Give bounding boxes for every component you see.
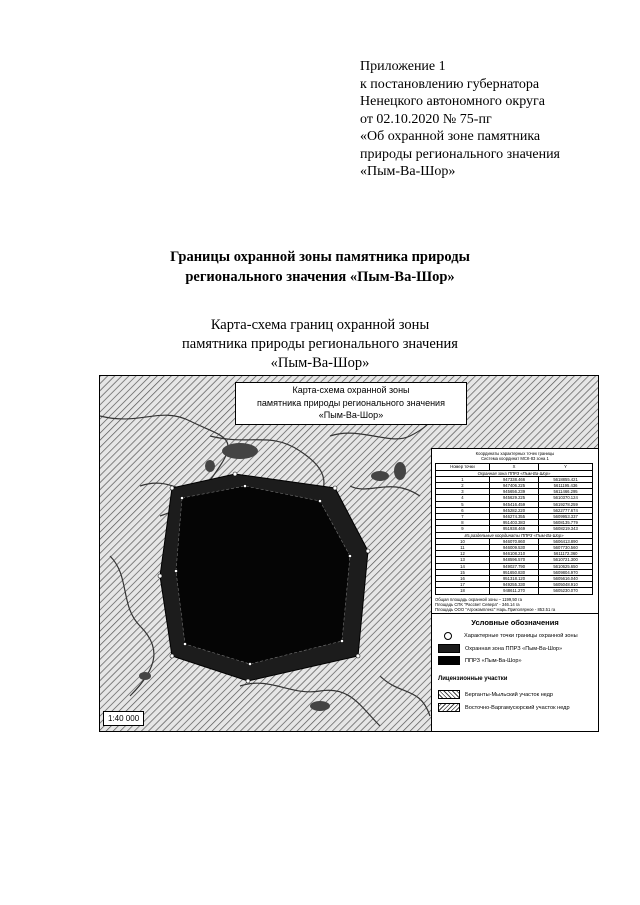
legend-item: Восточно-Варгамусюрский участок недр [438,703,570,712]
coordinates-rows-zone [436,476,593,532]
point-number: 14 [436,563,490,569]
col-header: X [489,464,538,470]
point-number: 5 [436,501,490,507]
point-number: 3 [436,489,490,495]
point-number: 1 [436,476,490,482]
coord-y: 5611195.436 [539,483,593,489]
coord-x: 947338.466 [489,476,538,482]
coord-y: 5611466.295 [539,489,593,495]
coordinates-table [435,463,593,594]
coord-x: 949255.330 [489,582,538,588]
legend-item: Характерные точки границы охранной зоны [438,632,578,640]
zone-swatch-icon [438,644,460,653]
coord-x: 947406.225 [489,483,538,489]
legend-title: Условные обозначения [471,618,559,627]
caption-line: Карта-схема границ охранной зоны [210,317,430,333]
coord-x: 946070.860 [489,538,538,544]
point-number: 18 [436,588,490,594]
coord-x: 946274.355 [489,514,538,520]
coord-x: 951650.830 [489,569,538,575]
map-scale: 1:40 000 [103,711,144,726]
point-number: 15 [436,569,490,575]
point-number: 17 [436,582,490,588]
caption-line: памятника природы регионального значения [182,336,458,352]
coord-x: 946009.530 [489,545,538,551]
coord-y: 5618855.421 [539,476,593,482]
point-number: 16 [436,576,490,582]
boundary-map [99,375,599,732]
natural-monument-polygon [176,486,350,664]
appendix-line: к постановлению губернатора [360,76,540,92]
coord-x: 945416.459 [489,501,538,507]
coord-x: 951403.383 [489,520,538,526]
coordinates-row [436,588,593,594]
map-title-line: Карта-схема охранной зоны [292,385,410,395]
appendix-line: «Об охранной зоне памятника [360,129,541,144]
coord-y: 5610721.300 [539,557,593,563]
appendix-block [360,58,610,181]
license-hatch-swatch-icon [438,703,460,712]
licenses-title: Лицензионные участки [438,676,508,682]
document-heading [0,247,640,287]
point-number: 8 [436,520,490,526]
coordinates-title: Координаты характерных точек границы [475,451,555,456]
section-title: Из.раздельные координаты ППРЗ «Пым-Ва-Шор» [436,532,593,538]
coord-y: 5610625.650 [539,563,593,569]
map-title-line: «Пым-Ва-Шор» [318,410,384,420]
coord-x: 948596.570 [489,557,538,563]
area-note: Площадь ООО "Агрокомплекс" Нарь.Приполярное - 853.51 га [435,607,556,613]
map-title-line: памятника природы регионального значения [257,397,445,408]
coord-x: 951938.469 [489,526,538,532]
point-number: 9 [436,526,490,532]
caption-line: «Пым-Ва-Шор» [270,355,370,371]
coord-y: 5605616.040 [539,576,593,582]
appendix-line: от 02.10.2020 № 75-пг [360,111,492,127]
coord-x: 945656.239 [489,489,538,495]
coord-y: 5609953.337 [539,514,593,520]
heading-line: Границы охранной зоны памятника природы [170,249,470,265]
point-number: 2 [436,483,490,489]
monument-swatch-icon [438,656,460,665]
point-number: 10 [436,538,490,544]
col-header: Номер точки [436,464,490,470]
license-hatch-swatch-icon [438,690,460,699]
point-number: 7 [436,514,490,520]
point-number: 12 [436,551,490,557]
coord-x: 945282.220 [489,507,538,513]
section-title: Охранная зона ППРЗ «Пым-Ва-Шор» [436,470,593,476]
coord-y: 5606413.890 [539,538,593,544]
coord-y: 5607730.560 [539,545,593,551]
appendix-line: Приложение 1 [360,59,446,74]
coord-y: 5605230.070 [539,588,593,594]
coord-y: 5608219.343 [539,526,593,532]
coord-y: 5608135.779 [539,520,593,526]
coord-y: 5611172.360 [539,551,593,557]
coord-y: 5622777.674 [539,507,593,513]
coordinates-system: Система координат МСК-83 зона 1 [481,456,549,462]
appendix-line: Ненецкого автономного округа [360,94,545,109]
coord-x: 946108.210 [489,551,538,557]
legend-item: Берганты-Мыльский участок недр [438,690,553,699]
legend-item: Охранная зона ППРЗ «Пым-Ва-Шор» [438,644,562,653]
col-header: Y [539,464,593,470]
coordinates-rows-monument [436,538,593,594]
point-number: 4 [436,495,490,501]
coord-y: 5619278.259 [539,501,593,507]
coord-x: 945629.225 [489,495,538,501]
coord-x: 949027.790 [489,563,538,569]
area-note: Общая площадь охранной зоны – 1199,50 га [435,596,522,602]
map-title-box [235,382,467,425]
coord-y: 5605048.910 [539,582,593,588]
point-symbol-icon [444,632,452,640]
point-number: 13 [436,557,490,563]
appendix-line: «Пым-Ва-Шор» [360,164,456,179]
heading-line: регионального значения «Пым-Ва-Шор» [185,269,455,285]
map-caption [0,316,640,373]
coord-x: 951318.120 [489,576,538,582]
appendix-line: природы регионального значения [360,146,560,162]
area-note: Площадь СПК "Рассвет Севера" - 346.14 га [435,601,520,607]
point-number: 6 [436,507,490,513]
coord-x: 948611.270 [489,588,538,594]
coord-y: 5610370.124 [539,495,593,501]
legend-item: ППРЗ «Пым-Ва-Шор» [438,656,522,665]
map-legend [431,613,599,732]
coord-y: 5609804.970 [539,569,593,575]
point-number: 11 [436,545,490,551]
